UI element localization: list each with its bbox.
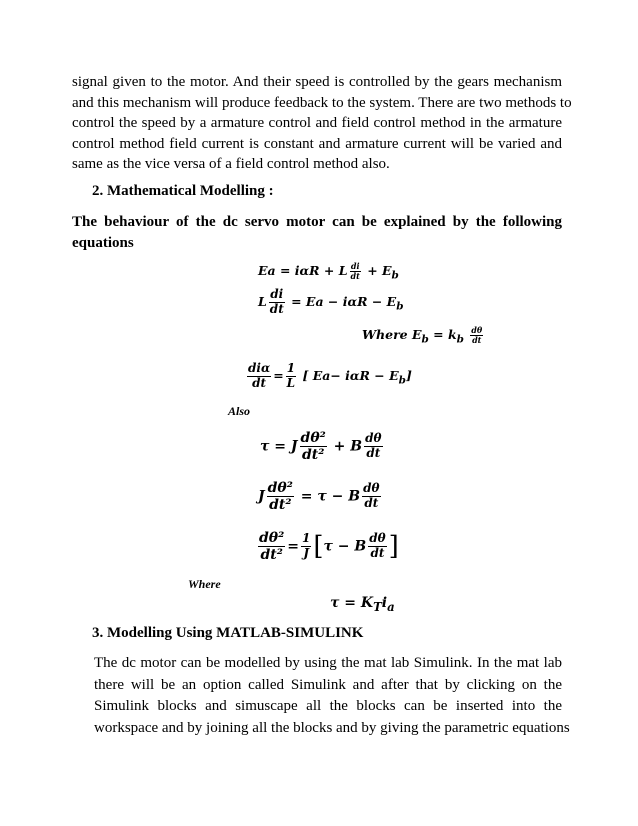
numerator: dθ: [365, 431, 382, 446]
also-label: Also: [228, 404, 251, 418]
subscript: b: [396, 300, 404, 313]
denominator: dt²: [301, 447, 325, 464]
fraction: [286, 362, 296, 391]
eq-term: Where E: [362, 327, 422, 343]
denominator: dt: [269, 301, 284, 316]
fraction: [368, 532, 386, 561]
numerator: dθ²: [267, 480, 293, 496]
subscript: a: [387, 599, 395, 614]
eq-term: i: [381, 595, 388, 611]
paragraph-line: and this mechanism will produce feedback to the system. There are two methods to: [72, 94, 572, 111]
denominator: L: [286, 375, 296, 390]
denominator: dt²: [269, 497, 292, 514]
paragraph-line: control the speed by a armature control and field control method in the armature: [72, 115, 562, 131]
fraction: [362, 482, 380, 511]
paragraph-line: same as the vice versa of a field control method also.: [72, 156, 390, 172]
paragraph-line: there will be an option called Simulink and after that by clicking on the: [94, 676, 562, 693]
section-heading-matlab-simulink: 3. Modelling Using MATLAB-SIMULINK: [92, 625, 364, 641]
denominator: dt: [366, 446, 381, 461]
paragraph-line: Simulink blocks and simuscape all the blocks can be inserted into the: [94, 698, 562, 714]
eq-term: Ea = iαR + L: [258, 263, 348, 279]
fraction: [300, 430, 327, 463]
equation-voltage: [258, 262, 399, 281]
denominator: dt: [364, 496, 379, 511]
eq-term: τ = K: [330, 595, 374, 611]
equation-torque: [260, 430, 385, 463]
paragraph-line: signal given to the motor. And their speed is controlled by the gears mechanism: [72, 74, 562, 90]
paragraph-line: control method field current is constant and armature current will be varied and: [72, 135, 562, 152]
denominator: J: [303, 546, 310, 561]
fraction: [258, 530, 285, 563]
eq-term: = Ea − iαR − E: [291, 293, 397, 309]
eq-term: [ Ea− iαR − E: [302, 367, 399, 383]
numerator: 1: [302, 531, 311, 546]
paragraph-line: The dc motor can be modelled by using the mat lab Simulink. In the mat lab: [94, 655, 562, 671]
eq-term: J: [258, 488, 265, 505]
eq-term: τ − B: [323, 538, 367, 555]
numerator: dθ²: [300, 430, 326, 446]
eq-term: + B: [333, 438, 363, 455]
right-bracket: ]: [388, 531, 399, 562]
subscript: T: [373, 599, 382, 614]
numerator: 1: [286, 361, 296, 375]
fraction: [269, 288, 285, 317]
intro-line: The behaviour of the dc servo motor can be explained by the following: [72, 214, 562, 230]
eq-term: + E: [367, 263, 392, 279]
eq-term: =: [273, 367, 284, 383]
paragraph-line: workspace and by joining all the blocks and by giving the parametric equations: [94, 719, 570, 736]
fraction: [470, 326, 483, 345]
equation-torque-constant: [330, 596, 395, 613]
subscript: b: [421, 333, 429, 346]
fraction: [350, 262, 361, 281]
denominator: dt: [370, 546, 385, 561]
intro-paragraph: [72, 72, 572, 175]
numerator: diα: [248, 361, 271, 375]
fraction: [247, 362, 271, 391]
equation-angular-acceleration: [256, 530, 399, 563]
subscript: b: [456, 333, 464, 346]
fraction: [301, 532, 311, 561]
intro-line: equations: [72, 234, 134, 251]
numerator: dθ²: [259, 530, 285, 546]
eq-term: =: [287, 538, 299, 555]
denominator: dt²: [260, 547, 283, 564]
numerator: di: [350, 261, 360, 271]
where-label: Where: [188, 577, 221, 591]
simulink-paragraph: [94, 653, 570, 739]
numerator: dθ: [369, 531, 386, 546]
denominator: dt: [350, 271, 360, 282]
equation-current-rate: [245, 362, 412, 391]
equation-torque-rearranged: [258, 480, 383, 513]
section-intro: [72, 212, 562, 253]
equation-back-emf: [362, 326, 485, 345]
numerator: di: [270, 287, 284, 301]
eq-term: L: [258, 293, 267, 309]
left-bracket: [: [313, 531, 324, 562]
eq-term: τ = J: [260, 438, 298, 455]
subscript: b: [398, 374, 406, 387]
section-heading-mathematical-modelling: 2. Mathematical Modelling :: [92, 183, 274, 199]
denominator: dt: [252, 375, 267, 390]
eq-term: = k: [428, 327, 457, 343]
subscript: b: [391, 269, 399, 282]
eq-term: = τ − B: [300, 488, 361, 505]
numerator: dθ: [471, 325, 483, 335]
fraction: [267, 480, 294, 513]
eq-term: ]: [405, 367, 412, 383]
denominator: dt: [472, 335, 482, 346]
fraction: [364, 432, 382, 461]
numerator: dθ: [363, 481, 380, 496]
equation-current-derivative: [258, 288, 403, 317]
